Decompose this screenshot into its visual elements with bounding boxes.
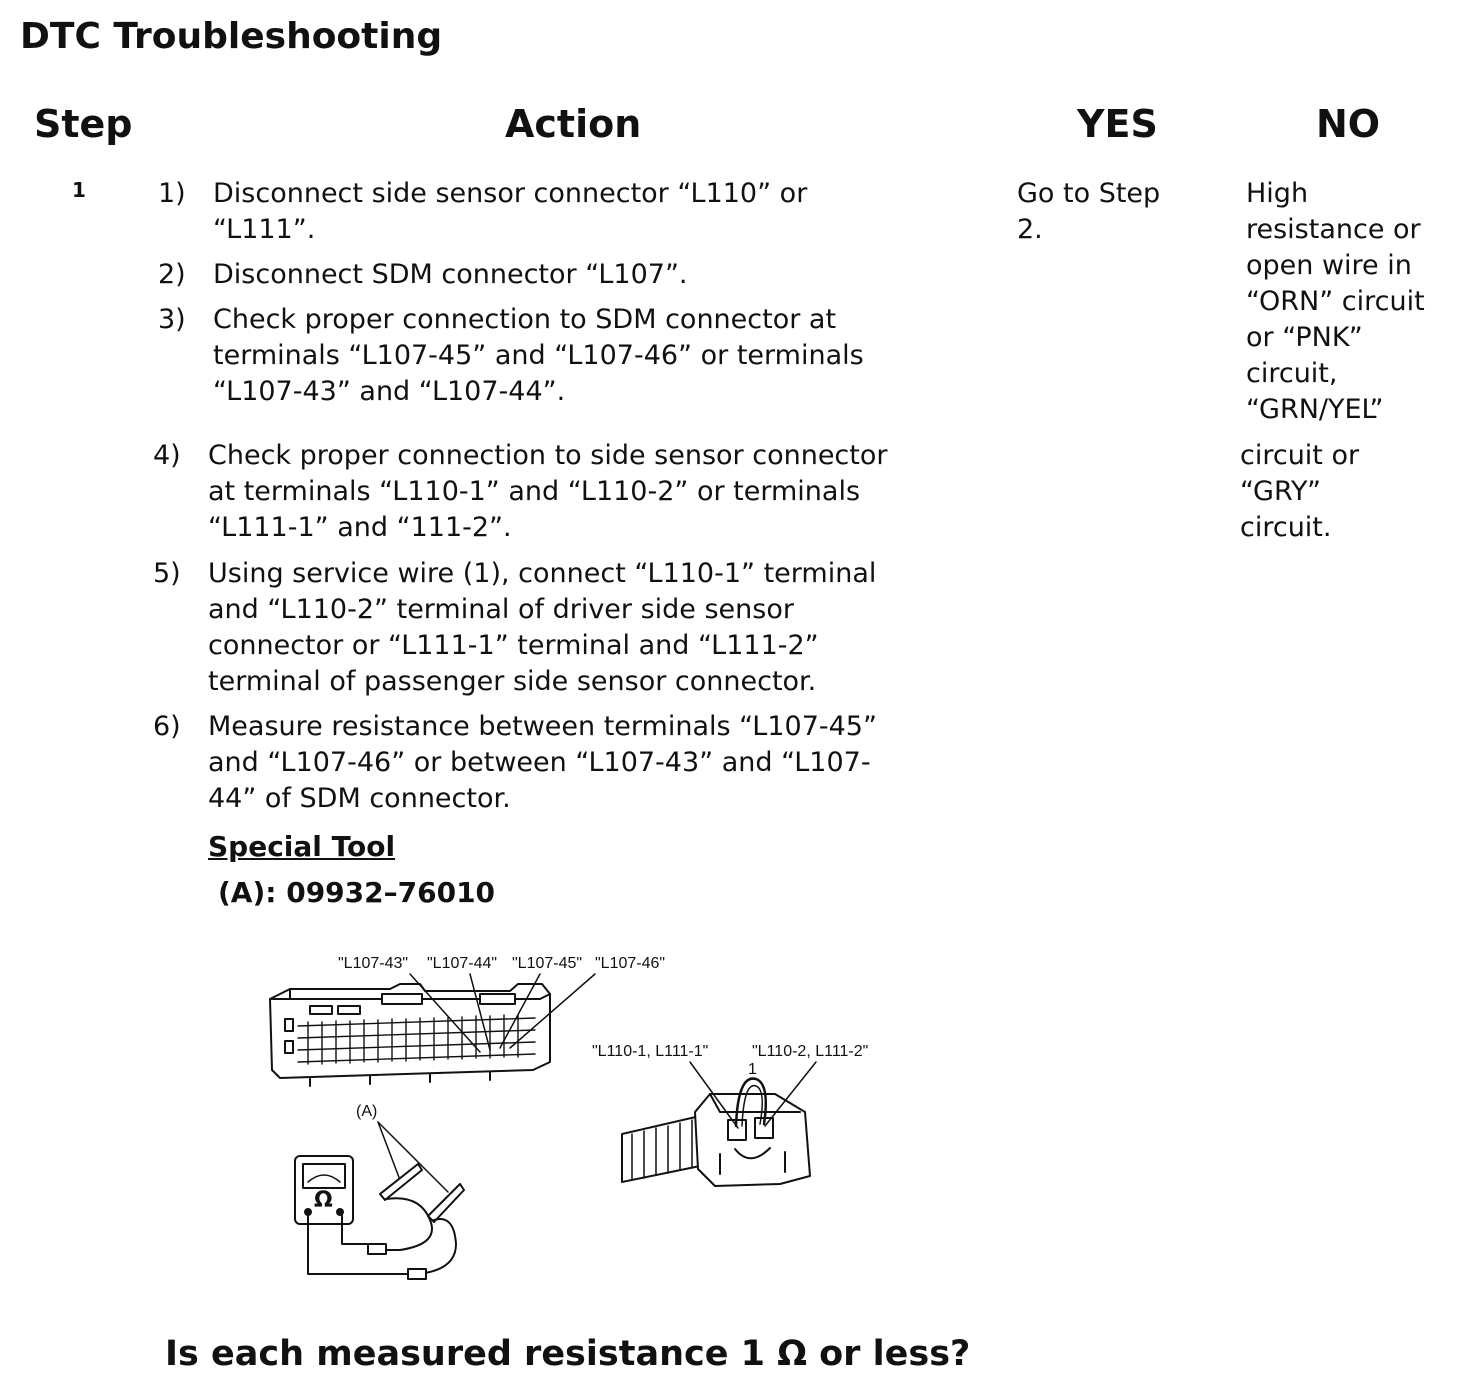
no-line: circuit.: [1240, 512, 1332, 543]
action-line: at terminals “L110-1” and “L110-2” or terminals: [208, 476, 861, 507]
column-header-no: NO: [1316, 102, 1381, 146]
terminal-label-l107-46: "L107-46": [595, 955, 666, 972]
no-line: circuit or: [1240, 440, 1360, 471]
action-number: 2): [158, 259, 186, 290]
no-line: “ORN” circuit: [1246, 286, 1425, 317]
column-header-action: Action: [505, 102, 642, 146]
action-line: connector or “L111-1” terminal and “L111-2”: [208, 630, 819, 661]
action-text: [208, 438, 887, 546]
action-number: 4): [153, 440, 181, 471]
action-text: [213, 257, 688, 293]
action-line: Disconnect SDM connector “L107”.: [213, 259, 688, 290]
special-tool-code: (A): 09932–76010: [218, 876, 496, 909]
connector-measurement-figure: [250, 944, 910, 1284]
sdm-connector-illustration: [270, 984, 550, 1086]
terminal-label-l107-44: "L107-44": [427, 955, 498, 972]
column-header-yes: YES: [1077, 102, 1158, 146]
action-number: 3): [158, 304, 186, 335]
special-tool-label: Special Tool: [208, 830, 396, 863]
action-line: 44” of SDM connector.: [208, 783, 511, 814]
action-text: [213, 302, 864, 410]
action-number: 5): [153, 558, 181, 589]
action-line: “L107-43” and “L107-44”.: [213, 376, 566, 407]
yes-line: Go to Step: [1017, 178, 1161, 209]
yes-cell: [1017, 176, 1160, 248]
terminal-label-l110-2-l111-2: "L110-2, L111-2": [752, 1043, 869, 1060]
action-line: Measure resistance between terminals “L107-45”: [208, 711, 877, 742]
action-line: Check proper connection to SDM connector at: [213, 304, 837, 335]
action-line: “L111”.: [213, 214, 316, 245]
action-line: and “L110-2” terminal of driver side sensor: [208, 594, 794, 625]
no-cell-top: [1246, 176, 1436, 428]
action-line: Disconnect side sensor connector “L110” or: [213, 178, 808, 209]
terminal-label-l110-1-l111-1: "L110-1, L111-1": [592, 1043, 709, 1060]
action-line: terminals “L107-45” and “L107-46” or terminals: [213, 340, 864, 371]
action-text: [208, 709, 877, 817]
action-number: 1): [158, 178, 186, 209]
terminal-label-l107-43: "L107-43": [338, 955, 409, 972]
no-line: “GRN/YEL”: [1246, 394, 1384, 425]
tool-label-a: (A): [356, 1103, 378, 1120]
ohm-symbol: Ω: [314, 1188, 333, 1213]
action-number: 6): [153, 711, 181, 742]
step-number: 1: [72, 178, 86, 202]
yes-line: 2.: [1017, 214, 1043, 245]
action-text: [208, 556, 876, 700]
no-line: circuit,: [1246, 358, 1338, 389]
no-cell-bottom: [1240, 438, 1359, 546]
no-line: open wire in: [1246, 250, 1412, 281]
no-line: High: [1246, 178, 1309, 209]
page-title: DTC Troubleshooting: [20, 16, 443, 57]
action-line: “L111-1” and “111-2”.: [208, 512, 512, 543]
side-sensor-connector-illustration: [622, 1094, 810, 1186]
action-line: Using service wire (1), connect “L110-1” terminal: [208, 558, 877, 589]
no-line: resistance or: [1246, 214, 1421, 245]
action-line: terminal of passenger side sensor connector.: [208, 666, 817, 697]
action-line: and “L107-46” or between “L107-43” and “L107-: [208, 747, 871, 778]
action-line: Check proper connection to side sensor connector: [208, 440, 888, 471]
action-text: [213, 176, 807, 248]
no-line: “GRY”: [1240, 476, 1321, 507]
column-header-step: Step: [34, 102, 133, 146]
service-wire-label: 1: [748, 1061, 757, 1078]
terminal-label-l107-45: "L107-45": [512, 955, 583, 972]
no-line: or “PNK”: [1246, 322, 1363, 353]
question-text: Is each measured resistance 1 Ω or less?: [165, 1334, 971, 1374]
